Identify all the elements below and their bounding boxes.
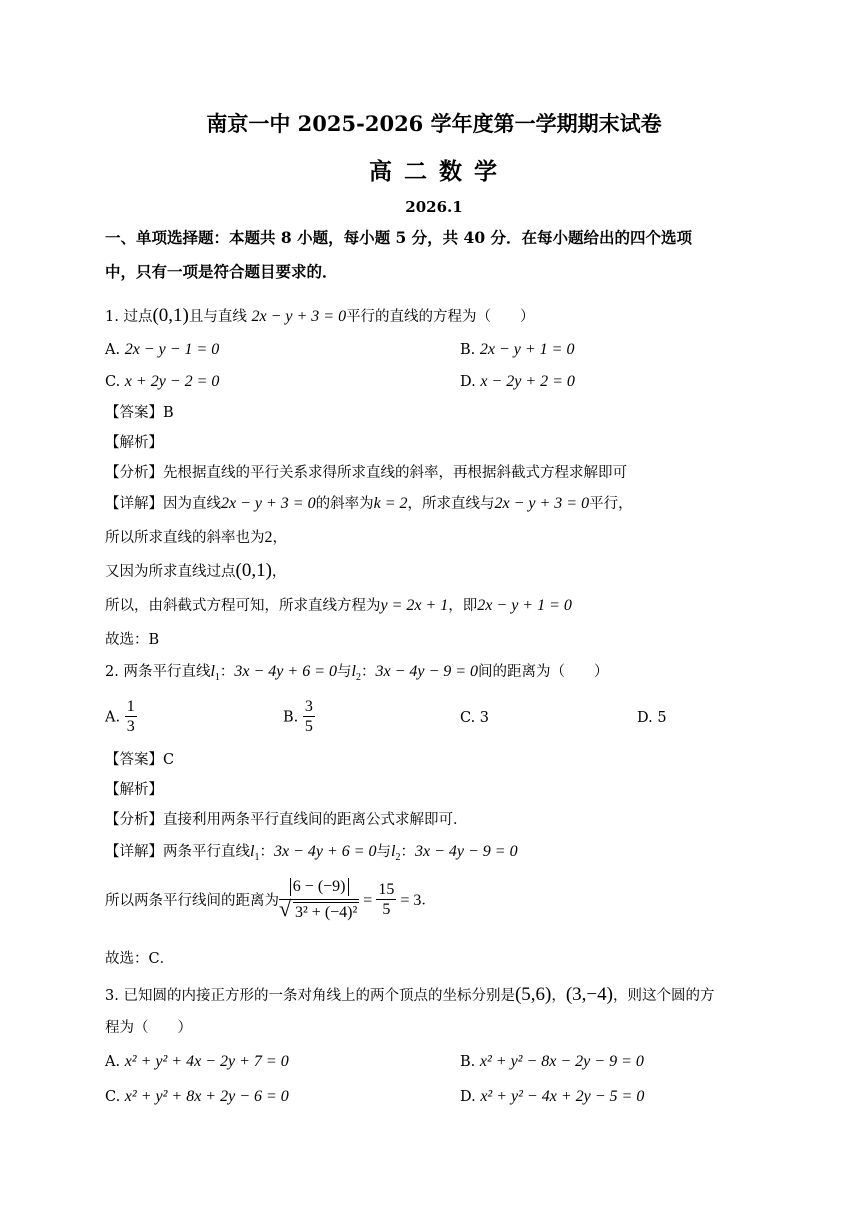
text: ： — [400, 844, 415, 860]
option-label: B. — [283, 709, 299, 726]
option-label: A. — [105, 342, 121, 358]
math: (0,1) — [235, 560, 272, 581]
option-text: 2x − y + 1 = 0 — [479, 341, 575, 358]
option-label: B. — [460, 342, 476, 358]
fraction — [303, 698, 315, 737]
q1-option-d — [460, 372, 575, 392]
math: 3x − 4y − 9 = 0 — [415, 843, 518, 860]
q1-option-b — [460, 340, 574, 360]
q1-mid: 且与直线 — [188, 309, 247, 325]
math: l — [210, 663, 215, 680]
math: l — [250, 843, 255, 860]
denominator: 3 — [126, 718, 135, 735]
math: (3,−4) — [565, 984, 613, 1005]
option-text: x² + y² − 8x − 2y − 9 = 0 — [479, 1053, 644, 1070]
numerator: 6 − (−9) — [290, 878, 349, 896]
option-text: x² + y² − 4x + 2y − 5 = 0 — [480, 1088, 645, 1105]
option-text: 2x − y − 1 = 0 — [124, 341, 220, 358]
text: 3. 已知圆的内接正方形的一条对角线上的两个顶点的坐标分别是 — [105, 988, 515, 1004]
q3-option-a — [105, 1052, 289, 1072]
option-text: x − 2y + 2 = 0 — [480, 373, 575, 390]
fraction — [376, 881, 396, 920]
math: 3x − 4y + 6 = 0 — [273, 843, 377, 860]
math: = — [363, 891, 373, 909]
q3-stem-line2: 程为（ ） — [105, 1020, 192, 1036]
q1-option-a — [105, 340, 219, 360]
q1-suffix: 平行的直线的方程为（ ） — [346, 309, 535, 325]
q1-option-c — [105, 372, 219, 392]
text: ，则这个圆的方 — [612, 988, 715, 1004]
denominator: 5 — [382, 901, 391, 918]
option-label: A. — [105, 1054, 121, 1070]
q3-option-d — [460, 1087, 644, 1107]
q1-detail-4 — [105, 596, 572, 616]
q1-detail-3 — [105, 561, 286, 582]
q2-distance — [105, 878, 436, 936]
text: 【详解】因为直线 — [105, 496, 221, 512]
exam-date: 2026.1 — [405, 198, 463, 216]
text: ： — [259, 844, 274, 860]
text: ， — [551, 988, 566, 1004]
q2-option-a — [105, 698, 137, 737]
subscript: 2 — [395, 851, 401, 863]
text: 【详解】两条平行直线 — [105, 844, 250, 860]
q2-option-c: C. 3 — [460, 710, 490, 726]
section-heading-line1: 一、单项选择题：本题共 8 小题，每小题 5 分，共 40 分．在每小题给出的四个选项 — [105, 228, 693, 247]
q1-line-eq: 2x − y + 3 = 0 — [251, 308, 347, 325]
q1-detail-1 — [105, 494, 633, 514]
section-heading-line2: 中，只有一项是符合题目要求的． — [105, 262, 338, 281]
text: 间的距离为（ ） — [478, 664, 609, 680]
q1-fenxi: 【分析】先根据直线的平行关系求得所求直线的斜率，再根据斜截式方程求解即可 — [105, 465, 627, 481]
subscript: 1 — [254, 851, 260, 863]
exam-title: 南京一中 2025-2026 学年度第一学期期末试卷 — [206, 111, 662, 136]
option-text: x² + y² + 4x − 2y + 7 = 0 — [124, 1053, 289, 1070]
q2-jiexi: 【解析】 — [105, 782, 163, 798]
text: ， — [271, 564, 287, 580]
denominator: 5 — [304, 718, 313, 735]
numerator: 15 — [378, 881, 395, 898]
sqrt: √ 3² + (−4)² — [279, 896, 358, 921]
text: 所以所求直线的斜率也为 — [105, 530, 265, 546]
text: ． — [421, 892, 436, 909]
q2-fenxi: 【分析】直接利用两条平行直线间的距离公式求解即可． — [105, 812, 468, 828]
exam-subtitle: 高 二 数 学 — [368, 158, 500, 185]
option-text: x + 2y − 2 = 0 — [124, 373, 220, 390]
option-label: D. — [460, 374, 476, 390]
math: 2 — [264, 529, 273, 546]
math: y = 2x + 1 — [380, 597, 449, 614]
q1-detail-2 — [105, 528, 287, 548]
option-label: C. — [105, 374, 121, 390]
option-text: x² + y² + 8x + 2y − 6 = 0 — [124, 1088, 289, 1105]
text: 平行， — [589, 496, 633, 512]
distance-fraction — [279, 878, 359, 923]
q1-point: (0,1) — [152, 305, 189, 326]
math: k = 2 — [373, 495, 408, 512]
q2-detail-1 — [105, 842, 518, 868]
numerator: 3 — [304, 698, 313, 715]
text: 所以，由斜截式方程可知，所求直线方程为 — [105, 598, 381, 614]
option-label: C. — [105, 1089, 121, 1105]
text: 又因为所求直线过点 — [105, 564, 236, 580]
text: ： — [219, 664, 235, 680]
q3-option-c — [105, 1087, 289, 1107]
q1-choose: 故选：B — [105, 632, 160, 648]
math: 2x − y + 3 = 0 — [494, 495, 590, 512]
math: 3x − 4y − 9 = 0 — [375, 663, 479, 680]
q2-choose: 故选：C． — [105, 951, 175, 967]
text: ， — [272, 530, 287, 546]
q1-jiexi: 【解析】 — [105, 435, 163, 451]
math: 2x − y + 3 = 0 — [221, 495, 316, 512]
text: ，即 — [448, 598, 478, 614]
text: 所以两条平行线间的距离为 — [105, 892, 279, 909]
text: 的斜率为 — [315, 496, 374, 512]
q3-stem-line1 — [105, 985, 714, 1006]
text: 与 — [337, 664, 352, 680]
numerator: 1 — [126, 698, 135, 715]
math: 2x − y + 1 = 0 — [477, 597, 572, 614]
math: l — [391, 843, 396, 860]
q3-option-b — [460, 1052, 644, 1072]
text: 2. 两条平行直线 — [105, 664, 211, 680]
q2-option-b — [283, 698, 315, 737]
fraction — [125, 698, 137, 737]
option-label: A. — [105, 709, 121, 726]
q2-answer: 【答案】C — [105, 752, 175, 768]
math: (5,6) — [514, 984, 552, 1005]
q2-option-d: D. 5 — [637, 710, 667, 726]
denominator: 3² + (−4)² — [295, 904, 358, 921]
math: l — [351, 663, 356, 680]
math: 3x − 4y + 6 = 0 — [234, 663, 337, 680]
math: = 3 — [400, 891, 422, 909]
text: ，所求直线与 — [407, 496, 495, 512]
q2-stem — [105, 662, 609, 688]
text: 与 — [376, 844, 392, 860]
subscript: 2 — [355, 671, 361, 683]
option-label: B. — [460, 1054, 476, 1070]
q1-stem — [105, 306, 535, 327]
text: ： — [360, 664, 376, 680]
q1-answer: 【答案】B — [105, 405, 174, 421]
subscript: 1 — [214, 671, 220, 683]
q1-prefix: 1. 过点 — [105, 309, 153, 325]
option-label: D. — [460, 1089, 476, 1105]
